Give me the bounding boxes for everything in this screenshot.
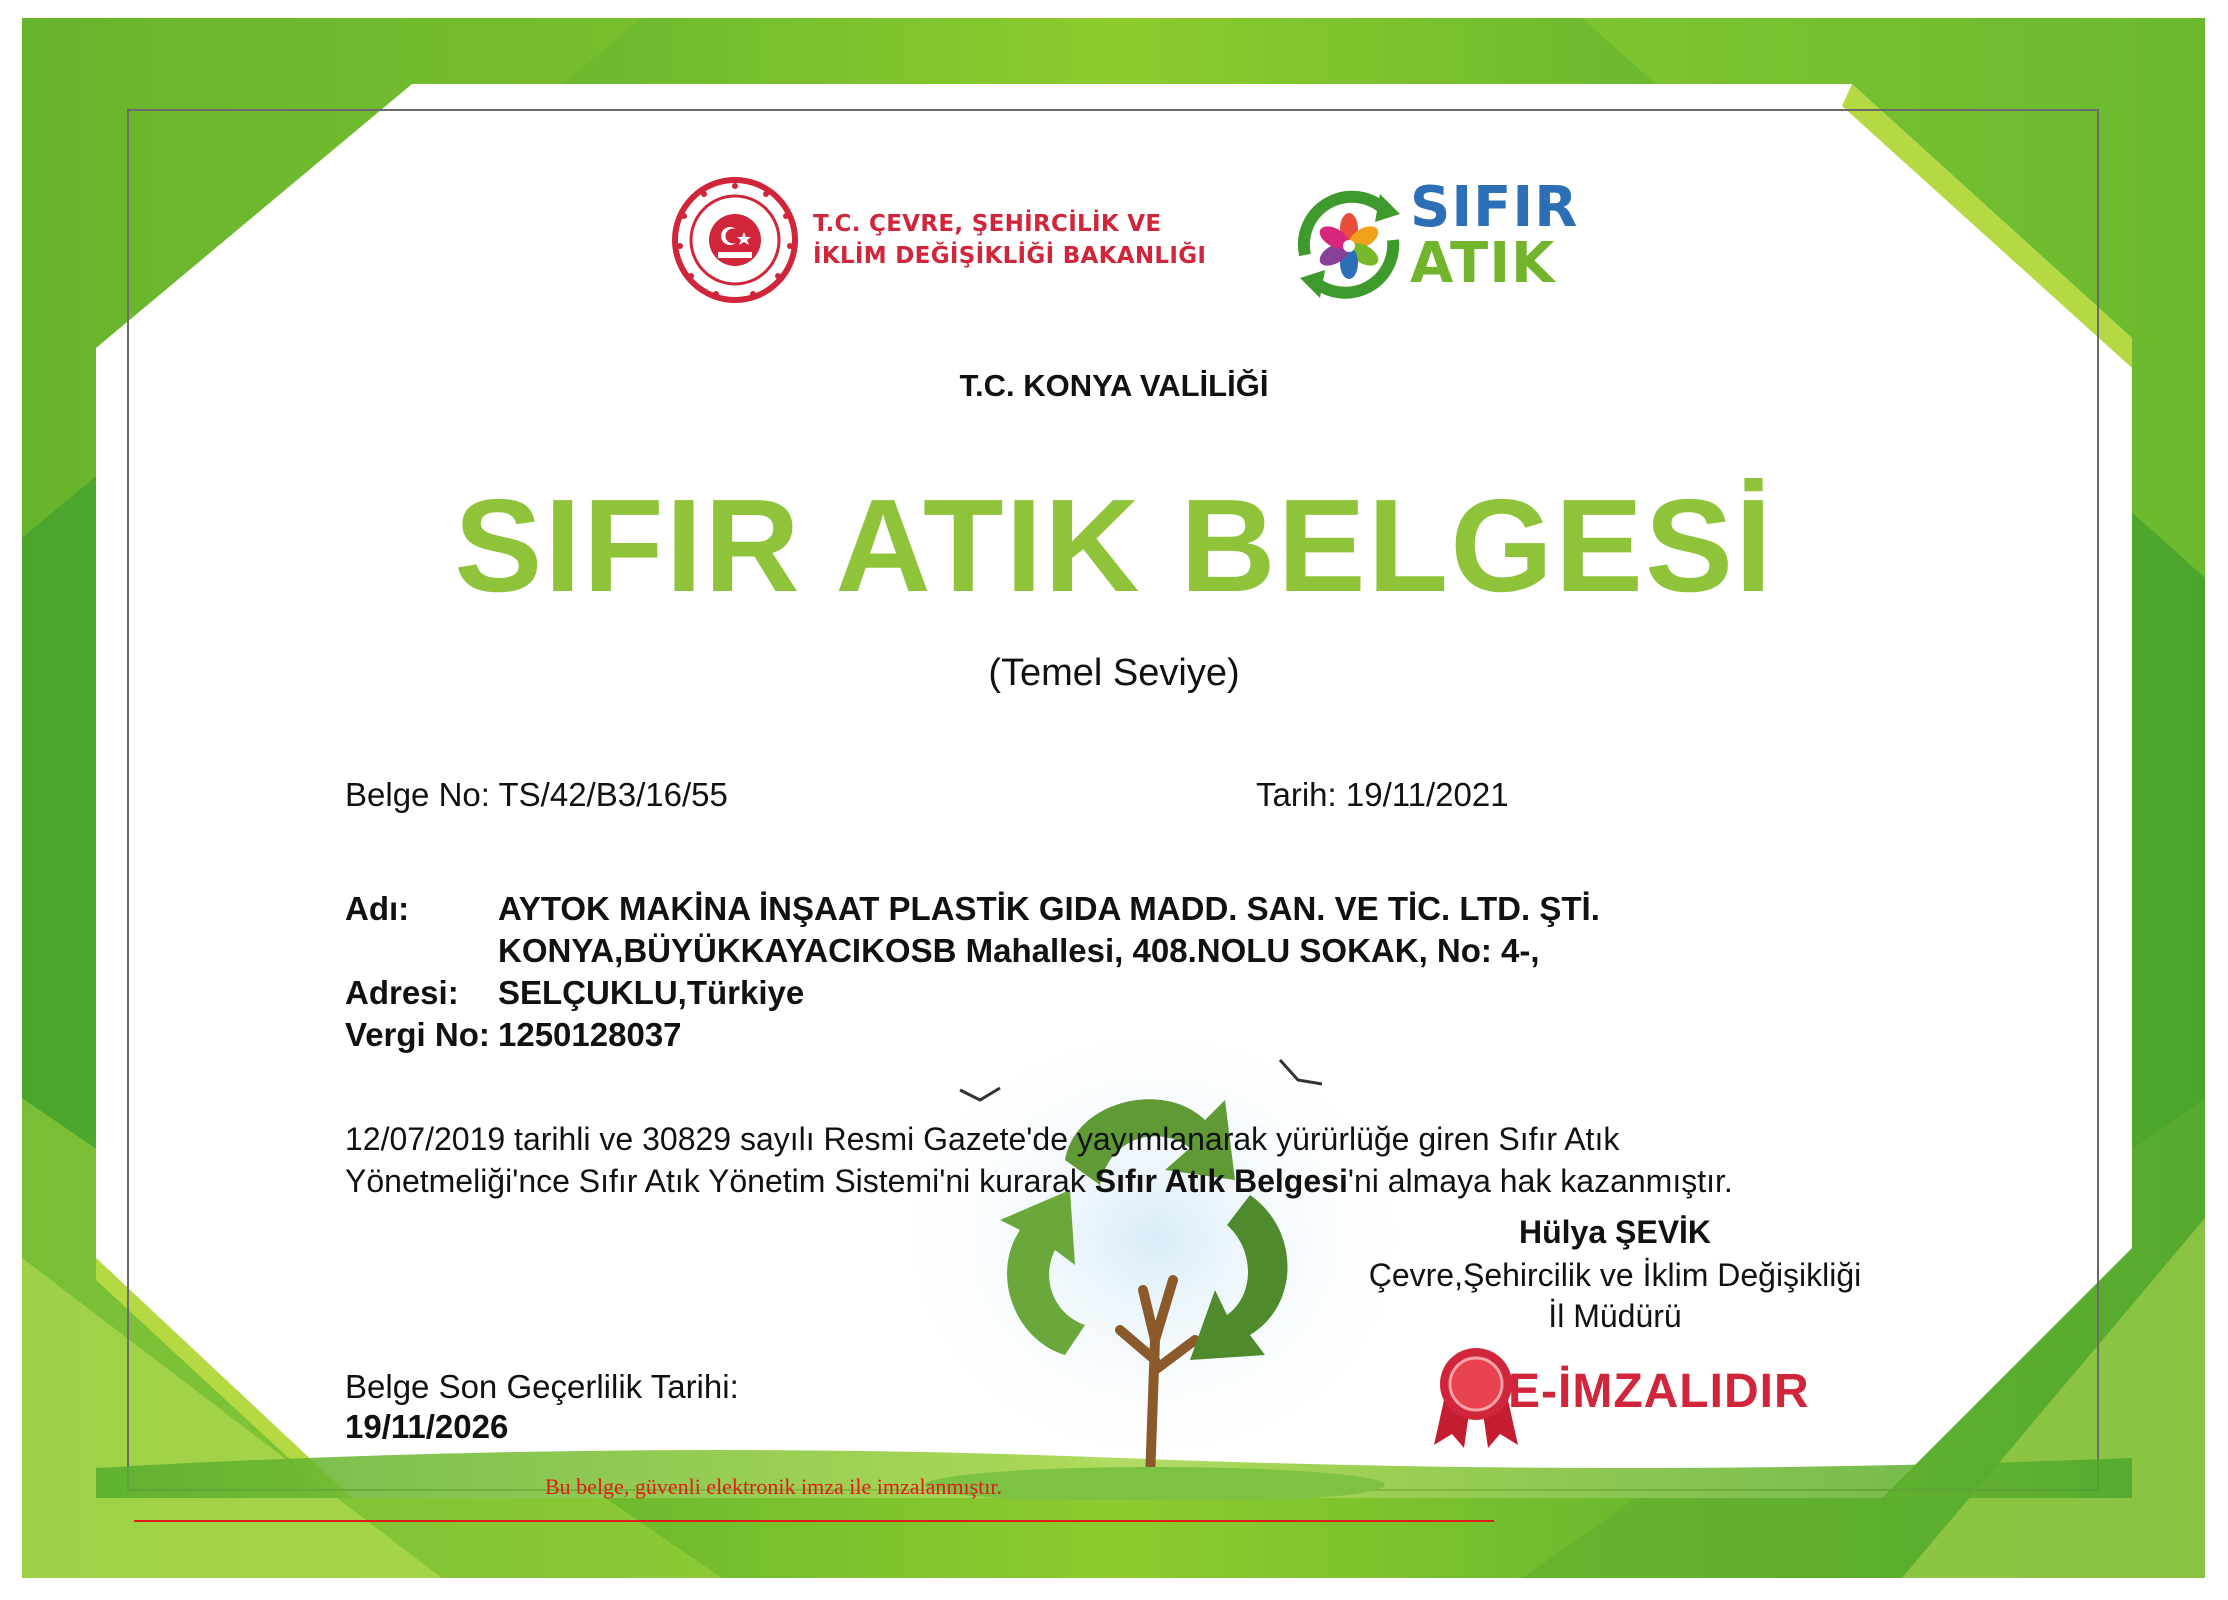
statement-line2-bold: Sıfır Atık Belgesi	[1094, 1163, 1348, 1199]
tax-number-label: Vergi No:	[345, 1016, 490, 1053]
holder-name-label: Adı:	[345, 890, 410, 927]
certificate-title: SIFIR ATIK BELGESİ	[454, 472, 1774, 619]
certificate-date	[1256, 776, 1509, 814]
statement-line2	[345, 1160, 1733, 1202]
statement-line2-pre: Yönetmeliği'nce Sıfır Atık Yönetim Sistemi'ni kurarak	[345, 1163, 1095, 1199]
statement-line1: 12/07/2019 tarihli ve 30829 sayılı Resmi Gazete'de yayımlanarak yürürlüğe giren Sıfır Atık	[345, 1121, 1620, 1157]
ministry-name-line1: T.C. ÇEVRE, ŞEHİRCİLİK VE	[813, 211, 1162, 237]
certificate-level: (Temel Seviye)	[988, 652, 1240, 694]
holder-name: AYTOK MAKİNA İNŞAAT PLASTİK GIDA MADD. SAN. VE TİC. LTD. ŞTİ.	[498, 890, 1600, 927]
validity-label: Belge Son Geçerlilik Tarihi:	[345, 1368, 739, 1405]
governorate-heading: T.C. KONYA VALİLİĞİ	[959, 368, 1269, 403]
ministry-name-line2: İKLİM DEĞİŞİKLİĞİ BAKANLIĞI	[813, 243, 1207, 269]
statement-line2-post: 'ni almaya hak kazanmıştır.	[1347, 1163, 1733, 1199]
e-signature-footnote: Bu belge, güvenli elektronik imza ile imzalanmıştır.	[545, 1474, 1002, 1499]
certificate-number	[345, 776, 728, 814]
validity-date: 19/11/2026	[345, 1408, 509, 1445]
certificate-statement	[345, 1118, 1733, 1202]
zero-waste-logo-line1: SIFIR	[1410, 175, 1579, 240]
tax-number: 1250128037	[498, 1016, 682, 1053]
signatory-name: Hülya ŞEVİK	[1518, 1214, 1712, 1250]
signatory-title-line1: Çevre,Şehircilik ve İklim Değişikliği	[1368, 1257, 1862, 1293]
certificate-date-value: 19/11/2021	[1345, 776, 1509, 813]
holder-address-line2: SELÇUKLU,Türkiye	[498, 974, 805, 1011]
zero-waste-logo-line2: ATIK	[1410, 231, 1556, 296]
footnote-divider	[134, 1520, 1494, 1522]
certificate-number-value: TS/42/B3/16/55	[498, 776, 728, 813]
zero-waste-logo-text	[1410, 175, 1579, 296]
ministry-name	[813, 208, 1206, 272]
certificate-date-label: Tarih:	[1256, 776, 1337, 813]
e-signed-label: E-İMZALIDIR	[1508, 1365, 1810, 1418]
signatory-title-line2: İl Müdürü	[1548, 1298, 1682, 1334]
holder-address-label: Adresi:	[345, 974, 459, 1011]
certificate-number-label: Belge No:	[345, 776, 490, 813]
holder-address-line1: KONYA,BÜYÜKKAYACIKOSB Mahallesi, 408.NOLU SOKAK, No: 4-,	[498, 932, 1540, 969]
